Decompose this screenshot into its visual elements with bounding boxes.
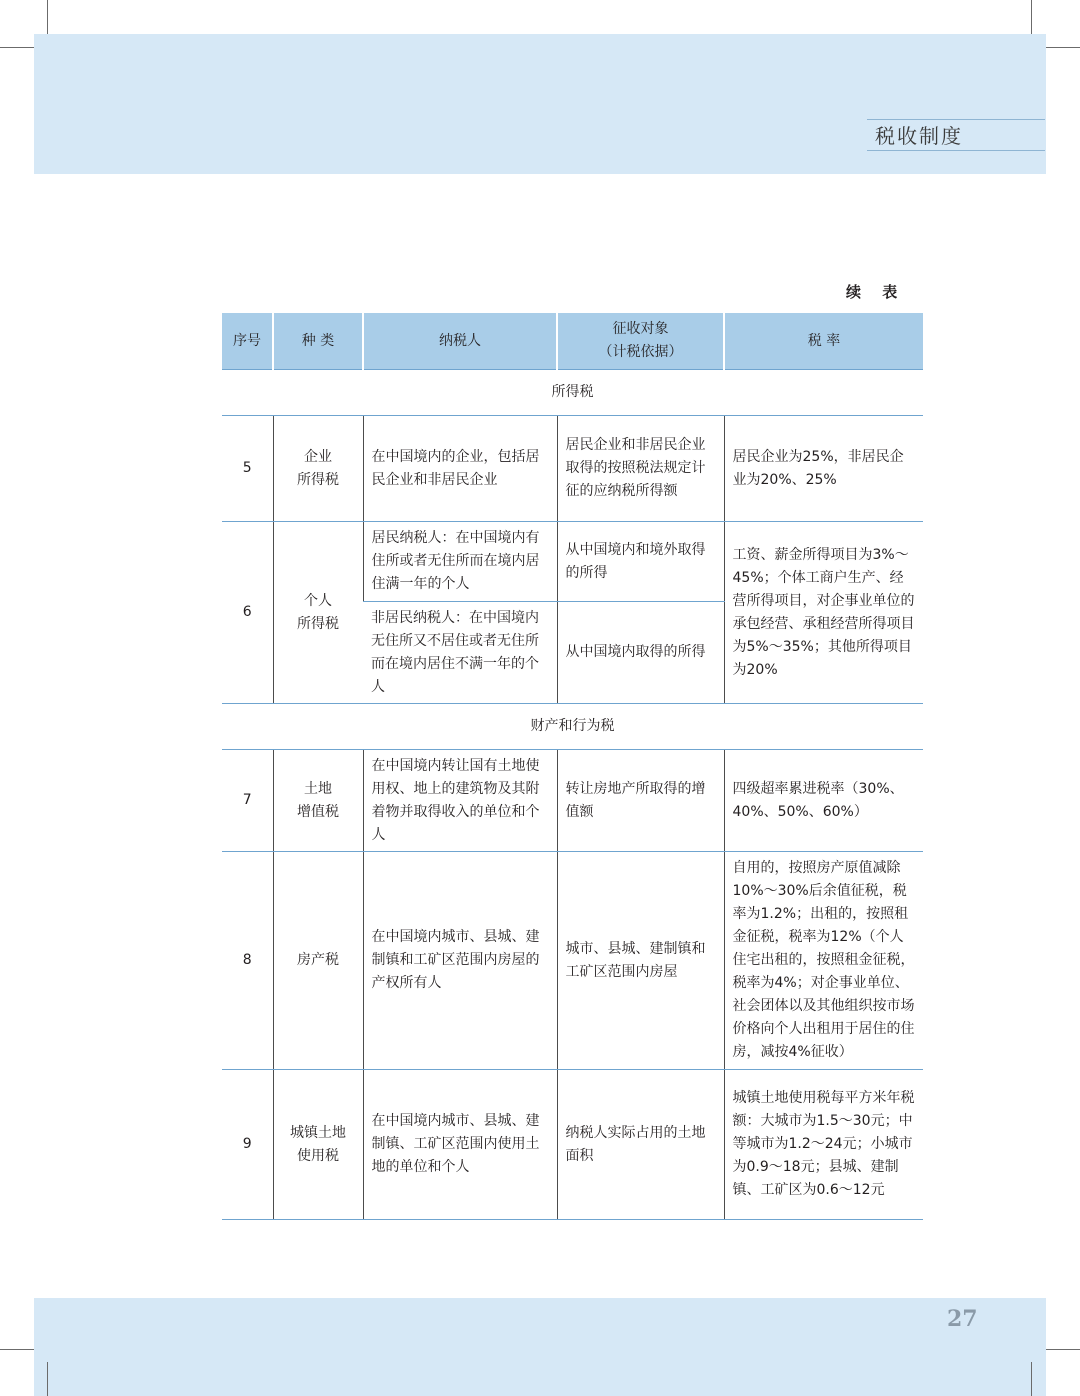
column-header-type: 种 类 xyxy=(273,313,363,370)
chapter-title: 税收制度 xyxy=(867,119,1045,151)
column-header-taxpayer: 纳税人 xyxy=(363,313,557,370)
row-tax-type: 企业 所得税 xyxy=(273,416,363,522)
page-number: 27 xyxy=(947,1306,978,1332)
crop-mark xyxy=(0,47,34,48)
tax-table-container xyxy=(222,313,923,1220)
row-tax-object: 居民企业和非居民企业取得的按照税法规定计征的应纳税所得额 xyxy=(557,416,724,522)
row-taxpayer: 居民纳税人：在中国境内有住所或者无住所而在境内居住满一年的个人 xyxy=(363,522,557,602)
tax-table xyxy=(222,313,923,1220)
row-tax-type: 土地 增值税 xyxy=(273,750,363,852)
table-body xyxy=(222,370,923,1220)
row-tax-rate: 城镇土地使用税每平方米年税额：大城市为1.5～30元；中等城市为1.2～24元；小城市为0.9～18元；县城、建制镇、工矿区为0.6～12元 xyxy=(724,1070,923,1220)
table-row xyxy=(222,1070,923,1220)
row-tax-type: 房产税 xyxy=(273,852,363,1070)
row-taxpayer: 在中国境内城市、县城、建制镇和工矿区范围内房屋的产权所有人 xyxy=(363,852,557,1070)
row-taxpayer: 在中国境内转让国有土地使用权、地上的建筑物及其附着物并取得收入的单位和个人 xyxy=(363,750,557,852)
continued-label: 续 表 xyxy=(846,283,906,301)
row-tax-object: 转让房地产所取得的增值额 xyxy=(557,750,724,852)
row-tax-rate: 居民企业为25%，非居民企业为20%、25% xyxy=(724,416,923,522)
row-tax-rate: 四级超率累进税率（30%、40%、50%、60%） xyxy=(724,750,923,852)
crop-mark xyxy=(1046,1349,1080,1350)
crop-mark xyxy=(1046,47,1080,48)
row-no: 9 xyxy=(222,1070,273,1220)
row-no: 5 xyxy=(222,416,273,522)
column-header-rate: 税 率 xyxy=(724,313,923,370)
footer-band xyxy=(34,1298,1046,1396)
row-taxpayer: 非居民纳税人：在中国境内无住所又不居住或者无住所而在境内居住不满一年的个人 xyxy=(363,602,557,704)
table-row xyxy=(222,852,923,1070)
row-tax-rate: 工资、薪金所得项目为3%～45%；个体工商户生产、经营所得项目，对企事业单位的承包经营、承租经营所得项目为5%～35%；其他所得项目为20% xyxy=(724,522,923,704)
row-no: 8 xyxy=(222,852,273,1070)
section-row xyxy=(222,370,923,416)
row-tax-object: 从中国境内和境外取得的所得 xyxy=(557,522,724,602)
row-tax-object: 从中国境内取得的所得 xyxy=(557,602,724,704)
table-row xyxy=(222,416,923,522)
section-row xyxy=(222,704,923,750)
column-header-no: 序号 xyxy=(222,313,273,370)
row-tax-type: 个人 所得税 xyxy=(273,522,363,704)
row-tax-object: 纳税人实际占用的土地面积 xyxy=(557,1070,724,1220)
row-taxpayer: 在中国境内城市、县城、建制镇、工矿区范围内使用土地的单位和个人 xyxy=(363,1070,557,1220)
crop-mark xyxy=(1031,0,1032,34)
crop-mark xyxy=(0,1349,34,1350)
row-tax-rate: 自用的，按照房产原值减除10%～30%后余值征税，税率为1.2%；出租的，按照租金征税，税率为12%（个人住宅出租的，按照租金征税，税率为4%；对企事业单位、社会团体以及其他组织按市场价格向个人出租用于居住的住房，减按4%征收） xyxy=(724,852,923,1070)
header-band xyxy=(34,34,1046,174)
crop-mark xyxy=(1031,1362,1032,1396)
table-row xyxy=(222,750,923,852)
row-taxpayer: 在中国境内的企业，包括居民企业和非居民企业 xyxy=(363,416,557,522)
table-row xyxy=(222,522,923,602)
row-tax-object: 城市、县城、建制镇和工矿区范围内房屋 xyxy=(557,852,724,1070)
table-header xyxy=(222,313,923,370)
row-no: 6 xyxy=(222,522,273,704)
section-title-property-tax: 财产和行为税 xyxy=(222,704,923,750)
section-title-income-tax: 所得税 xyxy=(222,370,923,416)
crop-mark xyxy=(47,0,48,34)
crop-mark xyxy=(47,1362,48,1396)
column-header-object: 征收对象 （计税依据） xyxy=(557,313,724,370)
row-no: 7 xyxy=(222,750,273,852)
row-tax-type: 城镇土地 使用税 xyxy=(273,1070,363,1220)
